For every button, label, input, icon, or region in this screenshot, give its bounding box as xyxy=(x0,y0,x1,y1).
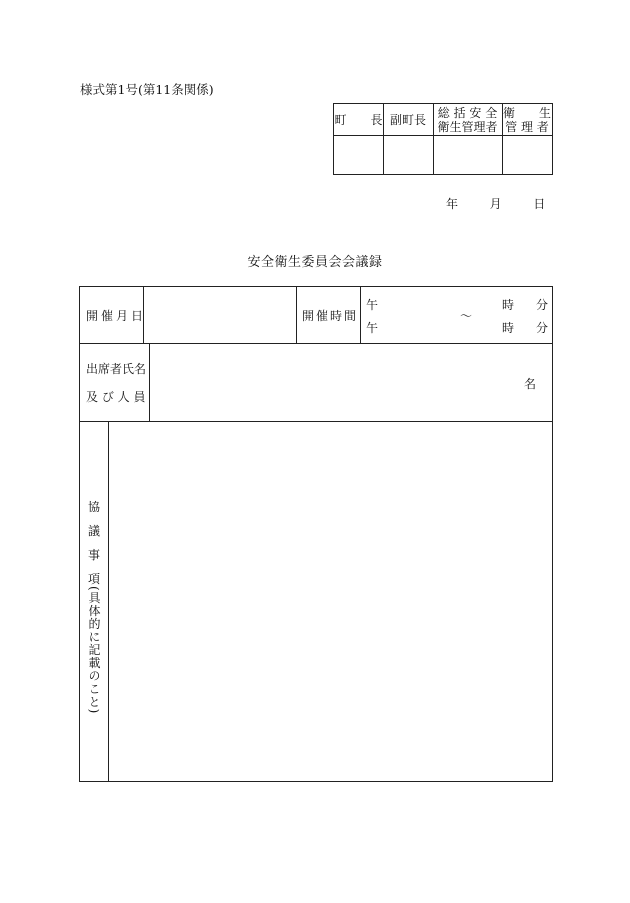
table-row-divider xyxy=(80,421,552,422)
approval-header-text: 衛 生 xyxy=(502,105,551,120)
attendees-count-unit: 名 xyxy=(524,377,537,391)
date-month: 月 xyxy=(489,197,502,211)
minutes-table xyxy=(79,286,553,782)
time-start-ampm: 午 xyxy=(366,298,379,312)
agenda-label xyxy=(80,422,108,782)
meeting-date-label: 開催月日 xyxy=(86,309,147,323)
approval-header-text: 管 理 者 xyxy=(505,119,549,134)
end-hour-unit: 時 xyxy=(502,321,515,335)
start-hour-unit: 時 xyxy=(502,298,515,312)
approval-header-text: 副町長 xyxy=(389,112,426,127)
attendees-label-line1: 出席者氏名 xyxy=(86,362,147,376)
date-year: 年 xyxy=(446,197,459,211)
approval-header-text: 町 長 xyxy=(334,112,383,127)
table-col-divider xyxy=(296,287,297,343)
agenda-label-char: 事 xyxy=(87,548,100,562)
table-col-divider xyxy=(360,287,361,343)
agenda-label-char: 協 xyxy=(87,500,100,514)
end-minute-unit: 分 xyxy=(536,321,549,335)
approval-header-text: 衛生管理者 xyxy=(437,119,498,134)
table-col-divider xyxy=(149,343,150,421)
start-minute-unit: 分 xyxy=(536,298,549,312)
date-day: 日 xyxy=(533,197,546,211)
approval-header-general-safety-manager xyxy=(433,104,502,135)
approval-header-mayor xyxy=(334,104,383,135)
agenda-label-char: 項 xyxy=(87,572,100,586)
approval-header-deputy-mayor xyxy=(383,104,433,135)
approval-header-divider xyxy=(334,135,552,136)
table-col-divider xyxy=(108,421,109,781)
date-line xyxy=(446,195,545,212)
time-range-separator: 〜 xyxy=(460,309,473,323)
time-end-ampm: 午 xyxy=(366,321,379,335)
agenda-note: (具体的に記載のこと) xyxy=(87,586,101,715)
table-row-divider xyxy=(80,343,552,344)
meeting-time-label: 開催時間 xyxy=(302,309,359,323)
agenda-label-char: 議 xyxy=(87,524,100,538)
document-title: 安全衛生委員会会議録 xyxy=(247,255,383,270)
attendees-label-line2: 及 び 人 員 xyxy=(86,390,146,404)
approval-stamp-box xyxy=(333,103,553,175)
form-number: 様式第1号(第11条関係) xyxy=(80,82,214,97)
approval-header-text: 総 括 安 全 xyxy=(437,105,498,120)
approval-header-health-manager xyxy=(502,104,552,135)
